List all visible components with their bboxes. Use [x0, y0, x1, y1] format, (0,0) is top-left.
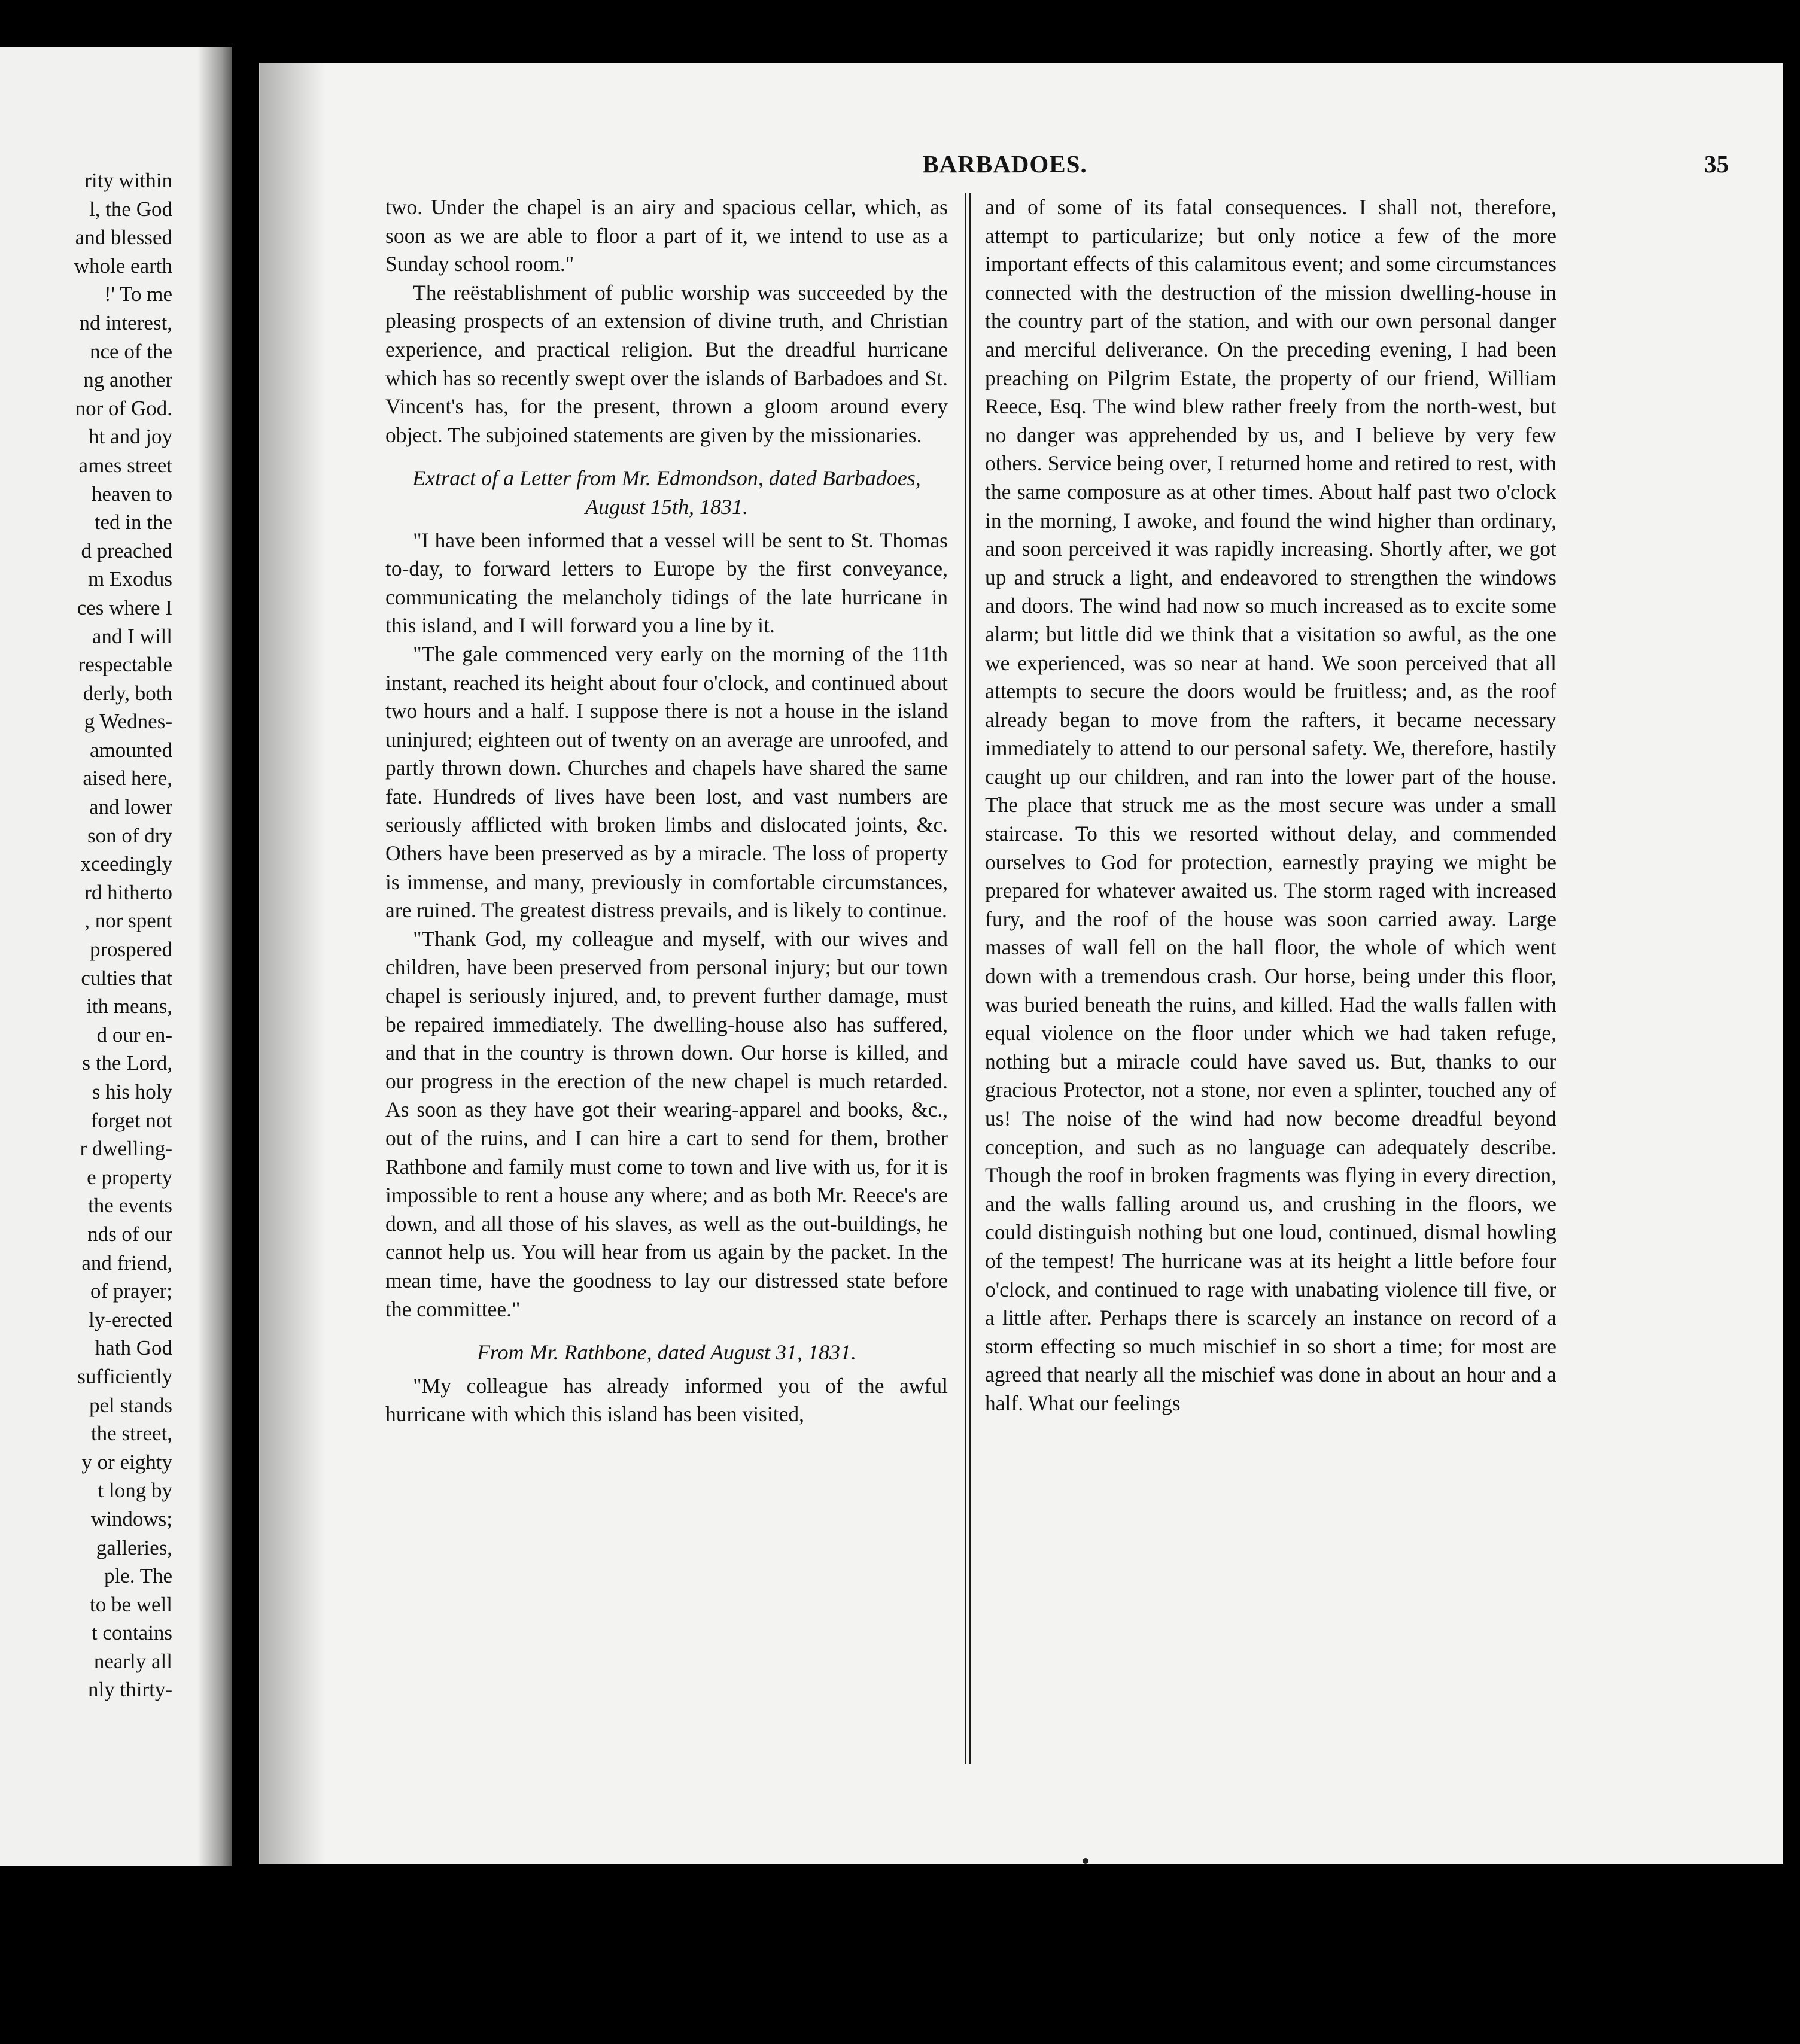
- section-heading: From Mr. Rathbone, dated August 31, 1831.: [477, 1340, 856, 1365]
- facing-page-line: nce of the: [90, 339, 172, 363]
- facing-page-line: s his holy: [92, 1080, 172, 1103]
- facing-page-line: respectable: [78, 653, 172, 677]
- facing-page-line: ly-erected: [89, 1307, 172, 1331]
- facing-page-line: ple. The: [104, 1564, 172, 1588]
- paragraph: The reëstablishment of public worship was succeeded by the pleasing prospects of an extension of divine truth, and Christian experience, and practical religion. But the dreadful hurricane which has so recently swept over the islands of Barbadoes and St. Vincent's has, for the present, thrown a gloom around every object. The subjoined statements are given by the missionaries.: [385, 280, 948, 447]
- facing-page-line: the street,: [90, 1422, 172, 1446]
- facing-page-line: nearly all: [93, 1649, 172, 1673]
- paragraph: "The gale commenced very early on the morning of the 11th instant, reached its height about four o'clock, and continued about two hours and a half. I suppose there is not a house in the island uninjured; eighteen out of twenty on an average are unroofed, and partly thrown down. Churches and chapels have shared the same fate. Hundreds of lives have been lost, and vast numbers are seriously afflicted with broken limbs and dislocated joints, &c. Others have been preserved as by a miracle. The loss of property is immense, and many, previously in comfortable circumstances, are ruined. The greatest distress prevails, and is likely to continue.: [385, 641, 948, 923]
- paragraph: and of some of its fatal consequences. I shall not, therefore, attempt to particularize; but only notice a few of the more important effects of this calamitous event; and some circumstances connected with the destruction of the mission dwelling-house in the country part of the station, and with our own personal danger and merciful deliverance. On the preceding evening, I had been preaching on Pilgrim Estate, the property of our friend, William Reece, Esq. The wind blew rather freely from the north-west, but no danger was apprehended by us, and I believe by very few others. Service being over, I returned home and retired to rest, with the same composure as at other times. About half past two o'clock in the morning, I awoke, and found the wind higher than ordinary, and soon perceived it was rapidly increasing. Shortly after, we got up and struck a light, and endeavored to strengthen the windows and doors. The wind had now so much increased as to excite some alarm; but little did we think that a visitation so awful, as the one we experienced, was so near at hand. We soon perceived that all attempts to secure the doors would be fruitless; and, as the roof already began to move from the rafters, it became necessary immediately to attend to our personal safety. We, therefore, hastily caught up our children, and ran into the lower part of the house. The place that struck me as the most secure was under a small staircase. To this we resorted without delay, and commended ourselves to God for protection, earnestly praying we might be prepared for whatever awaited us. The storm raged with increased fury, and the roof of the house was soon carried away. Large masses of wall fell on the hall floor, the whole of which went down with a tremendous crash. Our horse, being under this floor, was buried beneath the ruins, and killed. Had the walls fallen with equal violence on the floor under which we had taken refuge, nothing but a miracle could have saved us. But, thanks to our gracious Protector, not a stone, nor even a splinter, touched any of us! The noise of the wind had now become dreadful beyond conception, and such as no language can adequately describe. Though the roof in broken fragments was flying in every direction, and the walls falling around us, and crushing in the floors, we could distinguish nothing but one loud, continued, dismal howling of the tempest! The hurricane was at its height a little before four o'clock, and continued to rage with unabating violence till five, or a little after. Perhaps there is scarcely an instance on record of a storm effecting so much mischief in so short a time; for most are agreed that nearly all the mischief was done in about an hour and a half. What our feelings: [985, 195, 1556, 1415]
- facing-page-line: son of dry: [87, 823, 172, 847]
- printer-mark: [1083, 1858, 1088, 1864]
- facing-page-line: rd hitherto: [84, 880, 172, 904]
- facing-page-line: d preached: [81, 539, 172, 562]
- facing-page-line: t long by: [98, 1479, 172, 1502]
- facing-page-line: !' To me: [104, 282, 172, 306]
- facing-page-line: sufficiently: [77, 1364, 172, 1388]
- facing-page-line: ted in the: [94, 510, 172, 534]
- facing-page-line: aised here,: [83, 766, 172, 790]
- facing-page-line: amounted: [89, 738, 172, 762]
- running-title: BARBADOES.: [922, 150, 1087, 178]
- facing-page-line: nds of our: [87, 1222, 172, 1246]
- facing-page-line: and blessed: [75, 226, 172, 250]
- section-heading: Extract of a Letter from Mr. Edmondson, dated Barbadoes, August 15th, 1831.: [412, 466, 921, 519]
- facing-page-line: forget not: [90, 1108, 172, 1132]
- facing-page-line: and lower: [89, 795, 172, 819]
- facing-page-line: s the Lord,: [82, 1051, 172, 1075]
- facing-page-line: ces where I: [77, 595, 172, 619]
- facing-page-line: to be well: [89, 1592, 172, 1616]
- facing-page-line: nor of God.: [75, 396, 172, 420]
- facing-page-line: heaven to: [91, 482, 172, 506]
- facing-page-left: [0, 47, 232, 1866]
- facing-page-line: and I will: [92, 624, 172, 648]
- facing-page-line: r dwelling-: [80, 1137, 172, 1161]
- facing-page-line: windows;: [90, 1507, 172, 1531]
- facing-page-line: culties that: [81, 966, 172, 990]
- facing-page-line: galleries,: [96, 1535, 172, 1559]
- facing-page-line: d our en-: [96, 1023, 172, 1047]
- facing-page-line: prospered: [89, 938, 172, 962]
- facing-page-line: nd interest,: [79, 311, 172, 334]
- paragraph: "Thank God, my colleague and myself, with our wives and children, have been preserved from personal injury; but our town chapel is seriously injured, and, to prevent further damage, must be repaired immediately. The dwelling-house also has suffered, and that in the country is thrown down. Our horse is killed, and our progress in the erection of the new chapel is much retarded. As soon as they have got their wearing-apparel and books, &c., out of the ruins, and I can hire a cart to send for them, brother Rathbone and family must come to town and live with us, for it is impossible to rent a house any where; and as both Mr. Reece's are down, and all those of his slaves, as well as the out-buildings, he cannot help us. You will hear from us again by the packet. In the mean time, have the goodness to lay our distressed state before the committee.": [385, 926, 948, 1321]
- facing-page-line: l, the God: [89, 197, 172, 221]
- facing-page-line: pel stands: [89, 1393, 172, 1417]
- facing-page-line: ith means,: [86, 994, 172, 1018]
- facing-page-line: nly thirty-: [88, 1678, 172, 1702]
- facing-page-line: ames street: [78, 453, 172, 477]
- book-gutter: [197, 47, 232, 1866]
- facing-page-line: g Wednes-: [84, 710, 172, 734]
- facing-page-line: rity within: [84, 169, 172, 192]
- facing-page-line: ht and joy: [89, 425, 172, 449]
- facing-page-line: hath God: [95, 1336, 172, 1360]
- page-number: 35: [1704, 150, 1729, 178]
- facing-page-text: [0, 166, 172, 1704]
- paragraph: "My colleague has already informed you of the awful hurricane with which this island has been visited,: [385, 1373, 948, 1426]
- facing-page-line: the events: [88, 1194, 172, 1218]
- facing-page-line: y or eighty: [81, 1450, 172, 1474]
- page: [259, 63, 1783, 1864]
- facing-page-line: whole earth: [74, 254, 172, 278]
- page-edge-shadow: [260, 63, 326, 1864]
- facing-page-line: xceedingly: [80, 852, 172, 876]
- paragraph: two. Under the chapel is an airy and spacious cellar, which, as soon as we are able to floor a part of it, we intend to use as a Sunday school room.": [385, 195, 948, 276]
- page-header: [260, 150, 1783, 180]
- facing-page-line: e property: [87, 1165, 172, 1189]
- facing-page-line: m Exodus: [88, 567, 172, 591]
- paragraph: "I have been informed that a vessel will be sent to St. Thomas to-day, to forward letters to Europe by the first conveyance, communicating the melancholy tidings of the late hurricane in this island, and I will forward you a line by it.: [385, 528, 948, 638]
- facing-page-line: , nor spent: [84, 909, 172, 933]
- facing-page-line: t contains: [91, 1621, 172, 1645]
- facing-page-line: and friend,: [81, 1251, 172, 1275]
- facing-page-line: of prayer;: [90, 1279, 172, 1303]
- facing-page-line: ng another: [83, 368, 172, 392]
- text-column-left: [385, 193, 948, 1429]
- facing-page-line: derly, both: [83, 681, 172, 705]
- column-divider: [965, 193, 971, 1764]
- text-column-right: [985, 193, 1556, 1418]
